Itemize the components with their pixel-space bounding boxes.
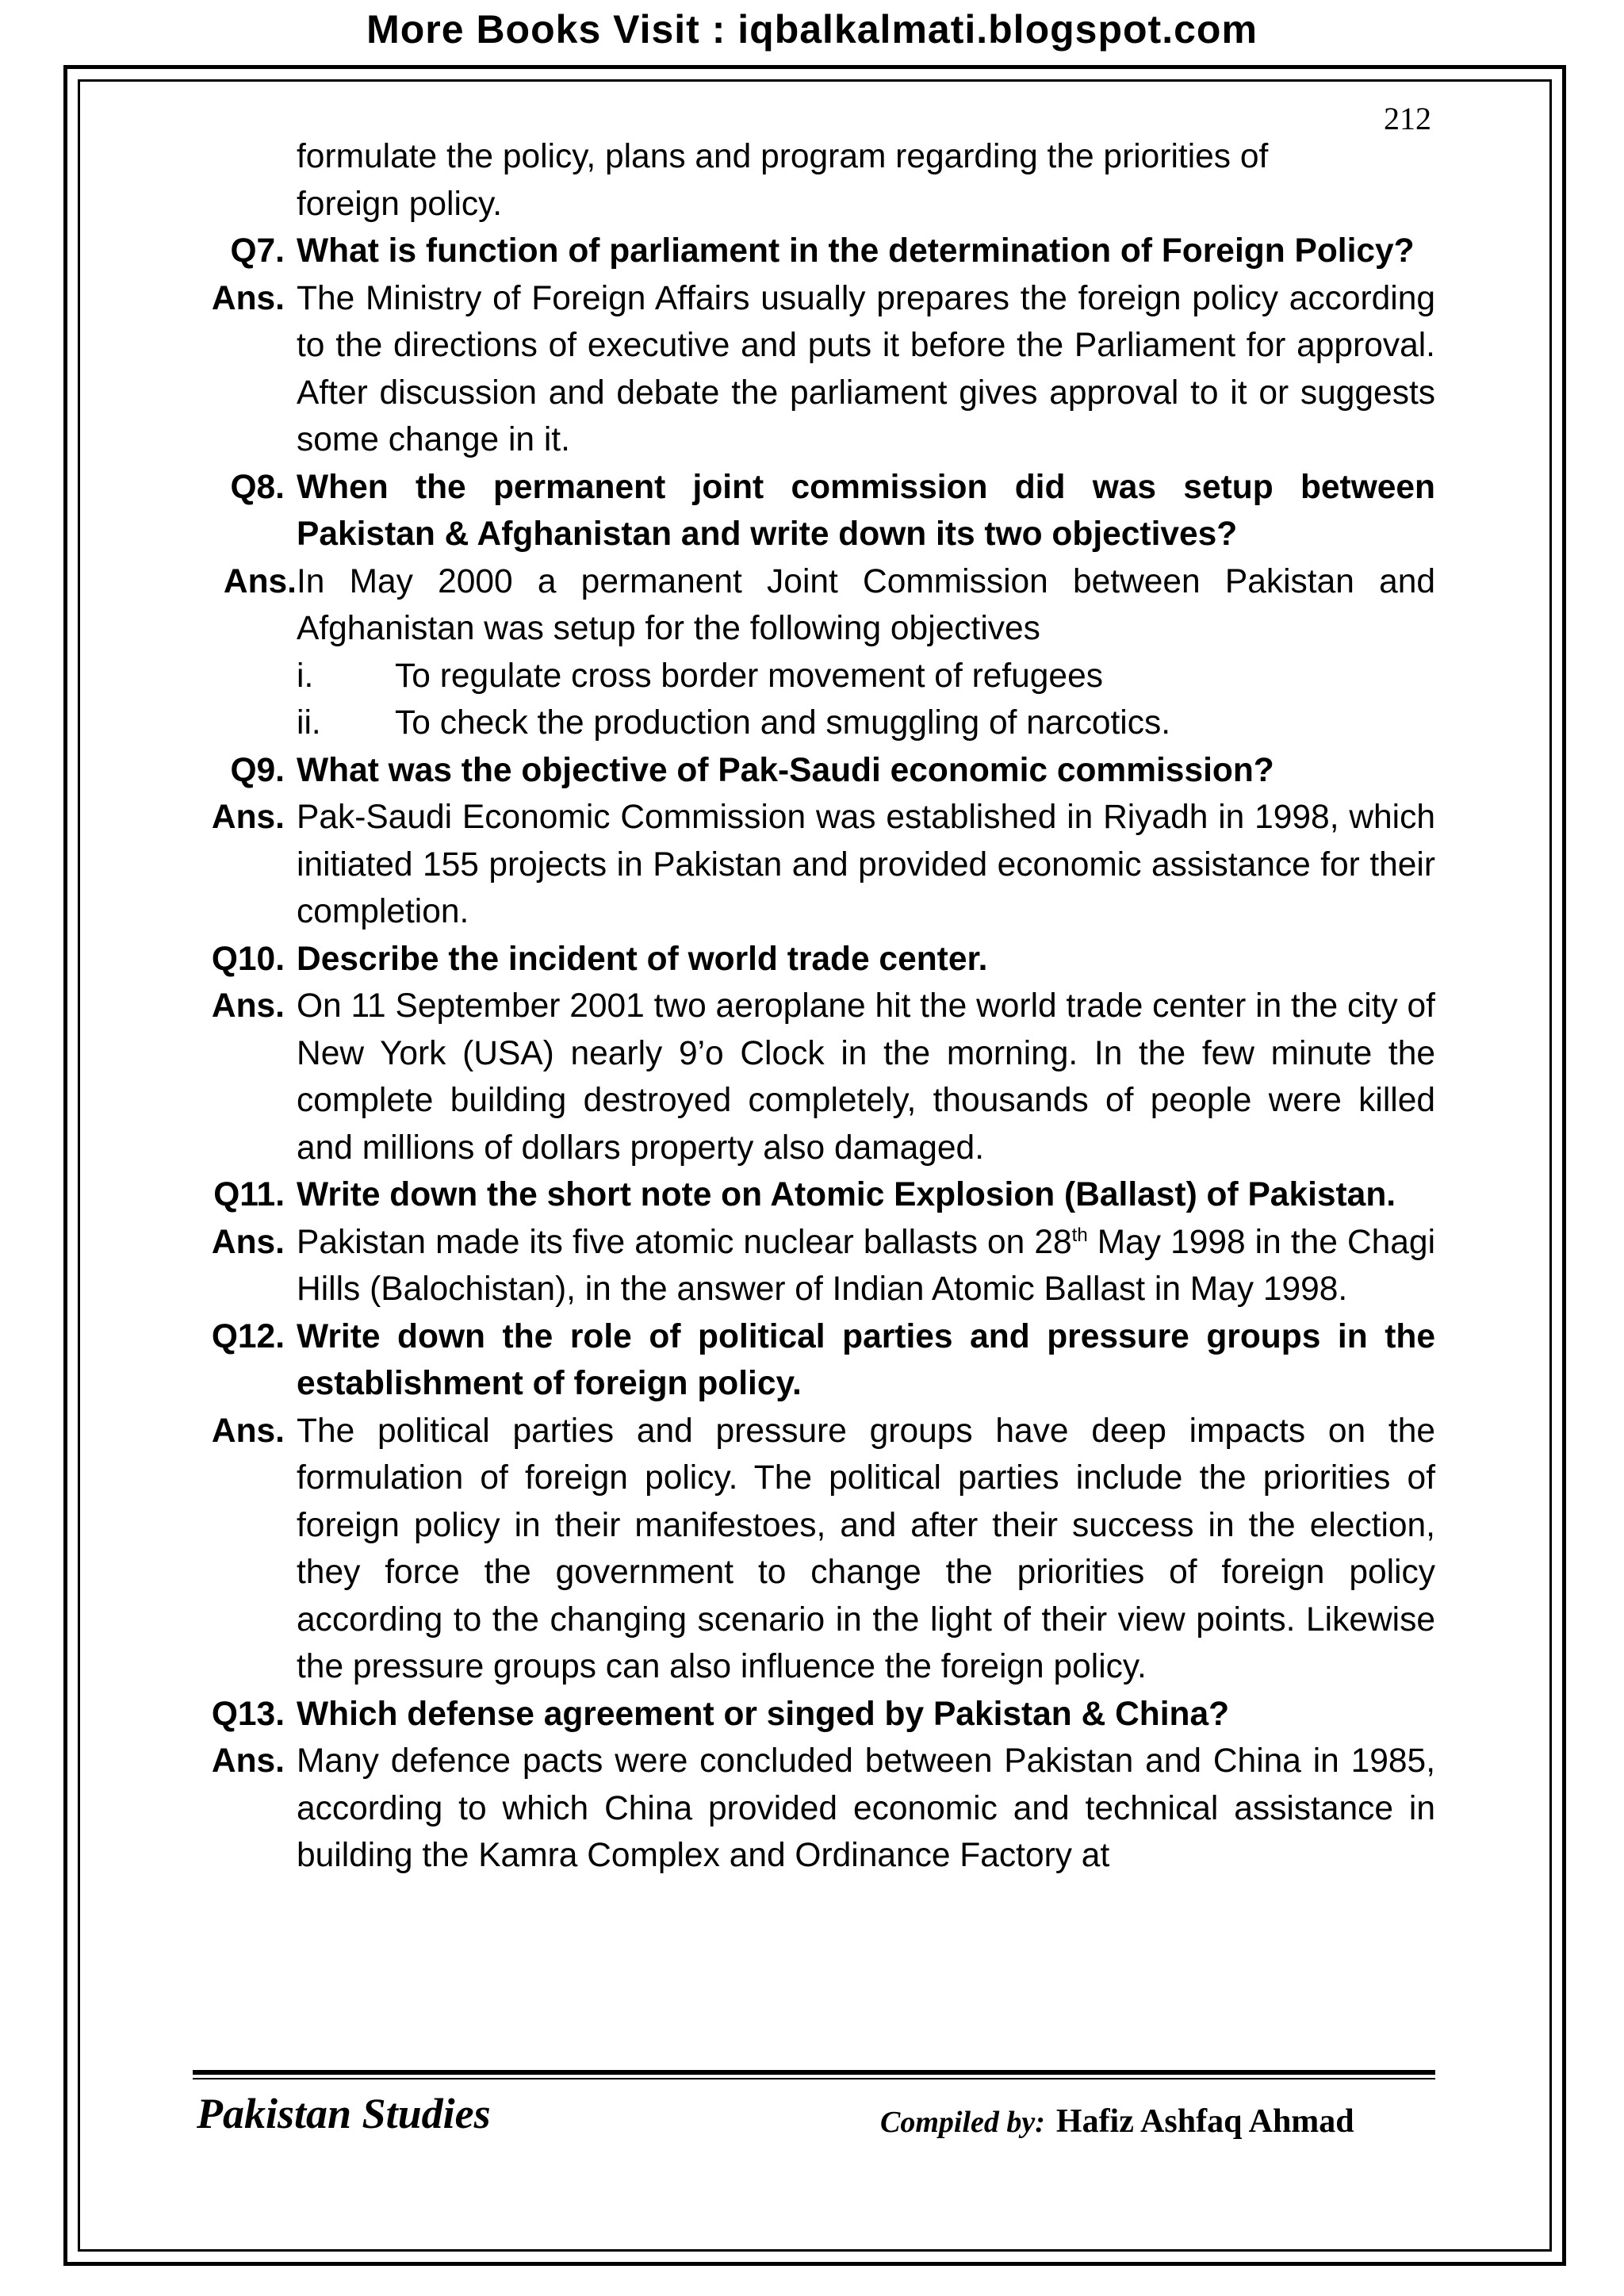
question-q7 <box>190 228 1435 275</box>
question-text: What is function of parliament in the determination of Foreign Policy? <box>297 232 1415 270</box>
answer-q12 <box>190 1408 1435 1691</box>
question-label: Q12. <box>211 1317 285 1355</box>
answer-text-part: May 1998 in the Chagi Hills (Balochistan), in the answer of Indian Atomic Ballast in May 1998. <box>297 1223 1436 1308</box>
list-item <box>190 653 1435 700</box>
question-text: Write down the role of political parties and pressure groups in the establishment of foreign policy. <box>297 1317 1435 1402</box>
question-label: Q11. <box>213 1176 285 1213</box>
question-q9 <box>190 747 1435 795</box>
intro-line: formulate the policy, plans and program regarding the priorities of <box>297 138 1269 175</box>
footer-rule-thin <box>193 2078 1435 2079</box>
question-label: Q10. <box>211 940 285 978</box>
question-q12 <box>190 1313 1435 1408</box>
list-item-text: To check the production and smuggling of narcotics. <box>395 704 1171 742</box>
question-text: Write down the short note on Atomic Explosion (Ballast) of Pakistan. <box>297 1176 1396 1213</box>
question-text: When the permanent joint commission did was setup between Pakistan & Afghanistan and write down its two objectives? <box>297 468 1435 553</box>
answer-text-part: Pakistan made its five atomic nuclear ballasts on 28 <box>297 1223 1072 1261</box>
question-label: Q8. <box>230 468 285 506</box>
question-q8 <box>190 464 1435 558</box>
author-name: Hafiz Ashfaq Ahmad <box>1055 2103 1354 2140</box>
answer-q13 <box>190 1738 1435 1880</box>
question-label: Q13. <box>211 1695 285 1733</box>
answer-q7 <box>190 275 1435 464</box>
answer-text: In May 2000 a permanent Joint Commission between Pakistan and Afghanistan was setup for the following objectives <box>297 562 1435 647</box>
answer-label: Ans. <box>211 799 285 836</box>
book-title: Pakistan Studies <box>197 2090 491 2137</box>
answer-q9 <box>190 794 1435 936</box>
answer-label: Ans. <box>211 1223 285 1261</box>
page-number: 212 <box>1384 101 1431 136</box>
question-text: Which defense agreement or singed by Pakistan & China? <box>297 1695 1230 1733</box>
answer-text: Pak-Saudi Economic Commission was established in Riyadh in 1998, which initiated 155 projects in Pakistan and provided economic assistance for their completion. <box>297 799 1435 930</box>
list-item-number: i. <box>297 657 314 695</box>
question-label: Q7. <box>230 232 285 270</box>
answer-text <box>297 1219 1435 1313</box>
answer-label: Ans. <box>211 1412 285 1450</box>
footer-rule <box>193 2070 1435 2075</box>
question-text: Describe the incident of world trade center. <box>297 940 988 978</box>
list-item <box>190 700 1435 747</box>
page-content <box>190 133 1435 1880</box>
answer-label: Ans. <box>223 562 297 600</box>
answer-text: The political parties and pressure groups have deep impacts on the formulation of foreign policy. The political parties include the priorities of foreign policy in their manifestoes, and after their success in the election, they force the government to change the priorities of foreign policy according to the changing scenario in the light of their view points. Likewise the pressure groups can also influence the foreign policy. <box>297 1412 1435 1685</box>
compiled-by-label: Compiled by: <box>880 2106 1045 2139</box>
compiler-credit <box>880 2102 1354 2141</box>
answer-label: Ans. <box>211 1742 285 1780</box>
ordinal-suffix: th <box>1071 1224 1088 1246</box>
question-q11 <box>190 1171 1435 1219</box>
list-item-text: To regulate cross border movement of refugees <box>395 657 1103 695</box>
answer-label: Ans. <box>211 279 285 317</box>
intro-line: foreign policy. <box>297 185 503 223</box>
question-label: Q9. <box>230 751 285 789</box>
question-text: What was the objective of Pak-Saudi economic commission? <box>297 751 1274 789</box>
question-q10 <box>190 936 1435 983</box>
answer-q11 <box>190 1219 1435 1313</box>
site-banner: More Books Visit : iqbalkalmati.blogspot.com <box>366 7 1258 52</box>
list-item-number: ii. <box>297 704 321 742</box>
answer-q10 <box>190 983 1435 1171</box>
answer-text: On 11 September 2001 two aeroplane hit the world trade center in the city of New York (USA) nearly 9’o Clock in the morning. In the few minute the complete building destroyed completely, thousands of people were killed and millions of dollars property also damaged. <box>297 987 1435 1167</box>
answer-text: Many defence pacts were concluded between Pakistan and China in 1985, according to which China provided economic and technical assistance in building the Kamra Complex and Ordinance Factory at <box>297 1742 1435 1874</box>
answer-q8 <box>190 558 1435 653</box>
answer-label: Ans. <box>211 987 285 1025</box>
answer-text: The Ministry of Foreign Affairs usually prepares the foreign policy according to the directions of executive and puts it before the Parliament for approval. After discussion and debate the parliament gives approval to it or suggests some change in it. <box>297 279 1435 458</box>
question-q13 <box>190 1691 1435 1738</box>
